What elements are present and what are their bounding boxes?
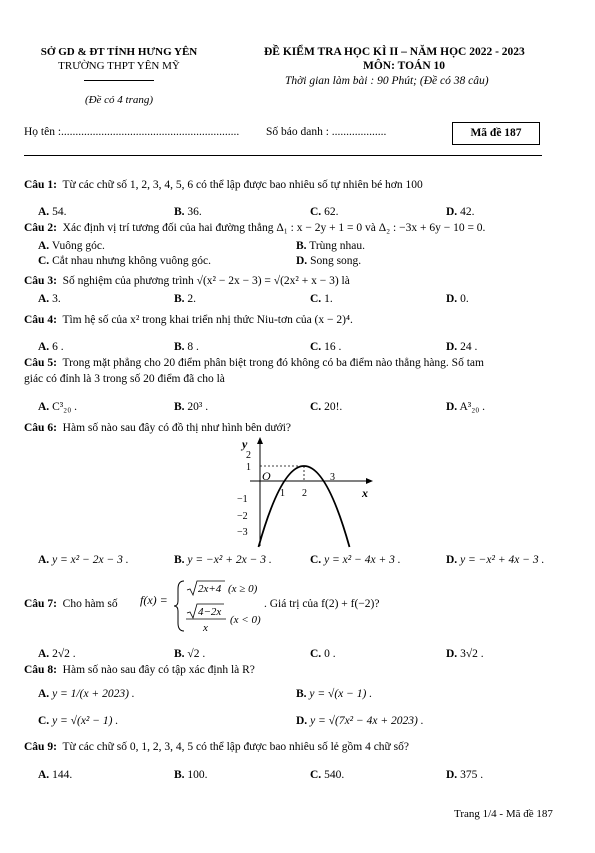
q2-option-a[interactable]: A. Vuông góc.	[38, 240, 105, 252]
svg-text:2x+4: 2x+4	[198, 583, 222, 595]
q7-option-d[interactable]: D. 3√2 .	[446, 648, 484, 660]
question-6: Câu 6: Hàm số nào sau đây có đồ thị như hình bên dưới?	[24, 422, 292, 434]
question-5-continued: giác có đỉnh là 3 trong số 20 điểm đã cho là	[24, 373, 225, 385]
q5-option-d[interactable]: D. A³₂₀ .	[446, 401, 485, 413]
department-name: SỞ GD & ĐT TỈNH HƯNG YÊN	[40, 46, 198, 58]
question-8: Câu 8: Hàm số nào sau đây có tập xác định là R?	[24, 664, 255, 676]
q5-option-a[interactable]: A. C³₂₀ .	[38, 401, 77, 413]
x-tick-3: 3	[330, 472, 335, 483]
q2-option-c[interactable]: C. Cắt nhau nhưng không vuông góc.	[38, 255, 211, 267]
header-divider	[24, 155, 542, 156]
x-axis-label: x	[362, 486, 368, 500]
q7-option-a[interactable]: A. 2√2 .	[38, 648, 76, 660]
parabola-graph	[224, 436, 384, 548]
q8-option-c[interactable]: C. y = √(x² − 1) .	[38, 715, 119, 727]
question-text: Từ các chữ số 1, 2, 3, 4, 5, 6 có thể lập được bao nhiêu số tự nhiên bé hơn 100	[62, 179, 423, 191]
q4-option-b[interactable]: B. 8 .	[174, 341, 199, 353]
y-axis-label: y	[242, 437, 248, 451]
y-tick-neg2: −2	[237, 511, 248, 522]
svg-text:4−2x: 4−2x	[198, 606, 222, 618]
q6-option-b[interactable]: B. y = −x² + 2x − 3 .	[174, 554, 272, 566]
q8-option-b[interactable]: B. y = √(x − 1) .	[296, 688, 373, 700]
q3-option-a[interactable]: A. 3.	[38, 293, 61, 305]
q6-option-a[interactable]: A. y = x² − 2x − 3 .	[38, 554, 129, 566]
q9-option-c[interactable]: C. 540.	[310, 769, 345, 781]
student-id-field[interactable]: Số báo danh : ...................	[266, 126, 387, 138]
question-3: Câu 3: Số nghiệm của phương trình √(x² − 2x − 3) = √(2x² + x − 3) là	[24, 275, 350, 287]
q7-option-b[interactable]: B. √2 .	[174, 648, 206, 660]
exam-title: ĐỀ KIỂM TRA HỌC KÌ II – NĂM HỌC 2022 - 2023	[264, 46, 525, 58]
question-label: Câu 1:	[24, 179, 57, 191]
q4-option-c[interactable]: C. 16 .	[310, 341, 342, 353]
q4-option-a[interactable]: A. 6 .	[38, 341, 64, 353]
question-2: Câu 2: Xác định vị trí tương đối của hai đường thẳng Δ₁ : x − 2y + 1 = 0 và Δ₂ : −3x + 6y − 10 = 0.	[24, 222, 486, 234]
pages-note: (Đề có 4 trang)	[84, 94, 154, 106]
q8-option-a[interactable]: A. y = 1/(x + 2023) .	[38, 688, 135, 700]
origin-label: O	[262, 469, 271, 483]
q7-option-c[interactable]: C. 0 .	[310, 648, 336, 660]
q1-option-b[interactable]: B. 36.	[174, 206, 202, 218]
q6-option-d[interactable]: D. y = −x² + 4x − 3 .	[446, 554, 545, 566]
y-axis-arrow	[257, 437, 263, 444]
svg-text:f(x) =: f(x) =	[140, 593, 168, 607]
student-name-field[interactable]: Họ tên :..............................................................	[24, 126, 240, 138]
header-divider-left	[84, 80, 154, 81]
q3-option-c[interactable]: C. 1.	[310, 293, 333, 305]
subject-title: MÔN: TOÁN 10	[363, 60, 445, 72]
question-5: Câu 5: Trong mặt phẳng cho 20 điểm phân biệt trong đó không có ba điểm nào thẳng hàng. Số tam	[24, 357, 484, 369]
q3-option-b[interactable]: B. 2.	[174, 293, 197, 305]
svg-text:(x ≥ 0): (x ≥ 0)	[228, 583, 258, 595]
q2-option-d[interactable]: D. Song song.	[296, 255, 362, 267]
school-name: TRƯỜNG THPT YÊN MỸ	[58, 60, 180, 72]
q1-option-c[interactable]: C. 62.	[310, 206, 339, 218]
question-7-continued: . Giá trị của f(2) + f(−2)?	[264, 598, 380, 610]
question-9: Câu 9: Từ các chữ số 0, 1, 2, 3, 4, 5 có thể lập được bao nhiêu số lẻ gồm 4 chữ số?	[24, 741, 409, 753]
q9-option-a[interactable]: A. 144.	[38, 769, 73, 781]
q9-option-d[interactable]: D. 375 .	[446, 769, 484, 781]
exam-duration: Thời gian làm bài : 90 Phút; (Đề có 38 câu)	[285, 75, 489, 87]
y-tick-neg3: −3	[237, 527, 248, 538]
q9-option-b[interactable]: B. 100.	[174, 769, 208, 781]
page-footer: Trang 1/4 - Mã đề 187	[454, 808, 553, 820]
q5-option-b[interactable]: B. 20³ .	[174, 401, 209, 413]
y-tick-neg1: −1	[237, 494, 248, 505]
q5-option-c[interactable]: C. 20!.	[310, 401, 343, 413]
q8-option-d[interactable]: D. y = √(7x² − 4x + 2023) .	[296, 715, 424, 727]
q1-option-a[interactable]: A. 54.	[38, 206, 67, 218]
question-7: Câu 7: Cho hàm số	[24, 598, 118, 610]
x-tick-1: 1	[280, 488, 285, 499]
exam-code-box: Mã đề 187	[452, 122, 540, 145]
x-tick-2: 2	[302, 488, 307, 499]
question-4: Câu 4: Tìm hệ số của x² trong khai triển nhị thức Niu-tơn của (x − 2)⁴.	[24, 314, 353, 326]
q3-option-d[interactable]: D. 0.	[446, 293, 469, 305]
svg-text:x: x	[203, 622, 208, 634]
q4-option-d[interactable]: D. 24 .	[446, 341, 478, 353]
piecewise-function	[140, 577, 266, 635]
x-axis-arrow	[366, 478, 373, 484]
q6-option-c[interactable]: C. y = x² − 4x + 3 .	[310, 554, 401, 566]
y-tick-2: 2	[246, 450, 251, 461]
y-tick-1: 1	[246, 462, 251, 473]
svg-text:(x < 0): (x < 0)	[230, 614, 261, 626]
q2-option-b[interactable]: B. Trùng nhau.	[296, 240, 366, 252]
question-1	[24, 179, 423, 191]
q1-option-d[interactable]: D. 42.	[446, 206, 475, 218]
